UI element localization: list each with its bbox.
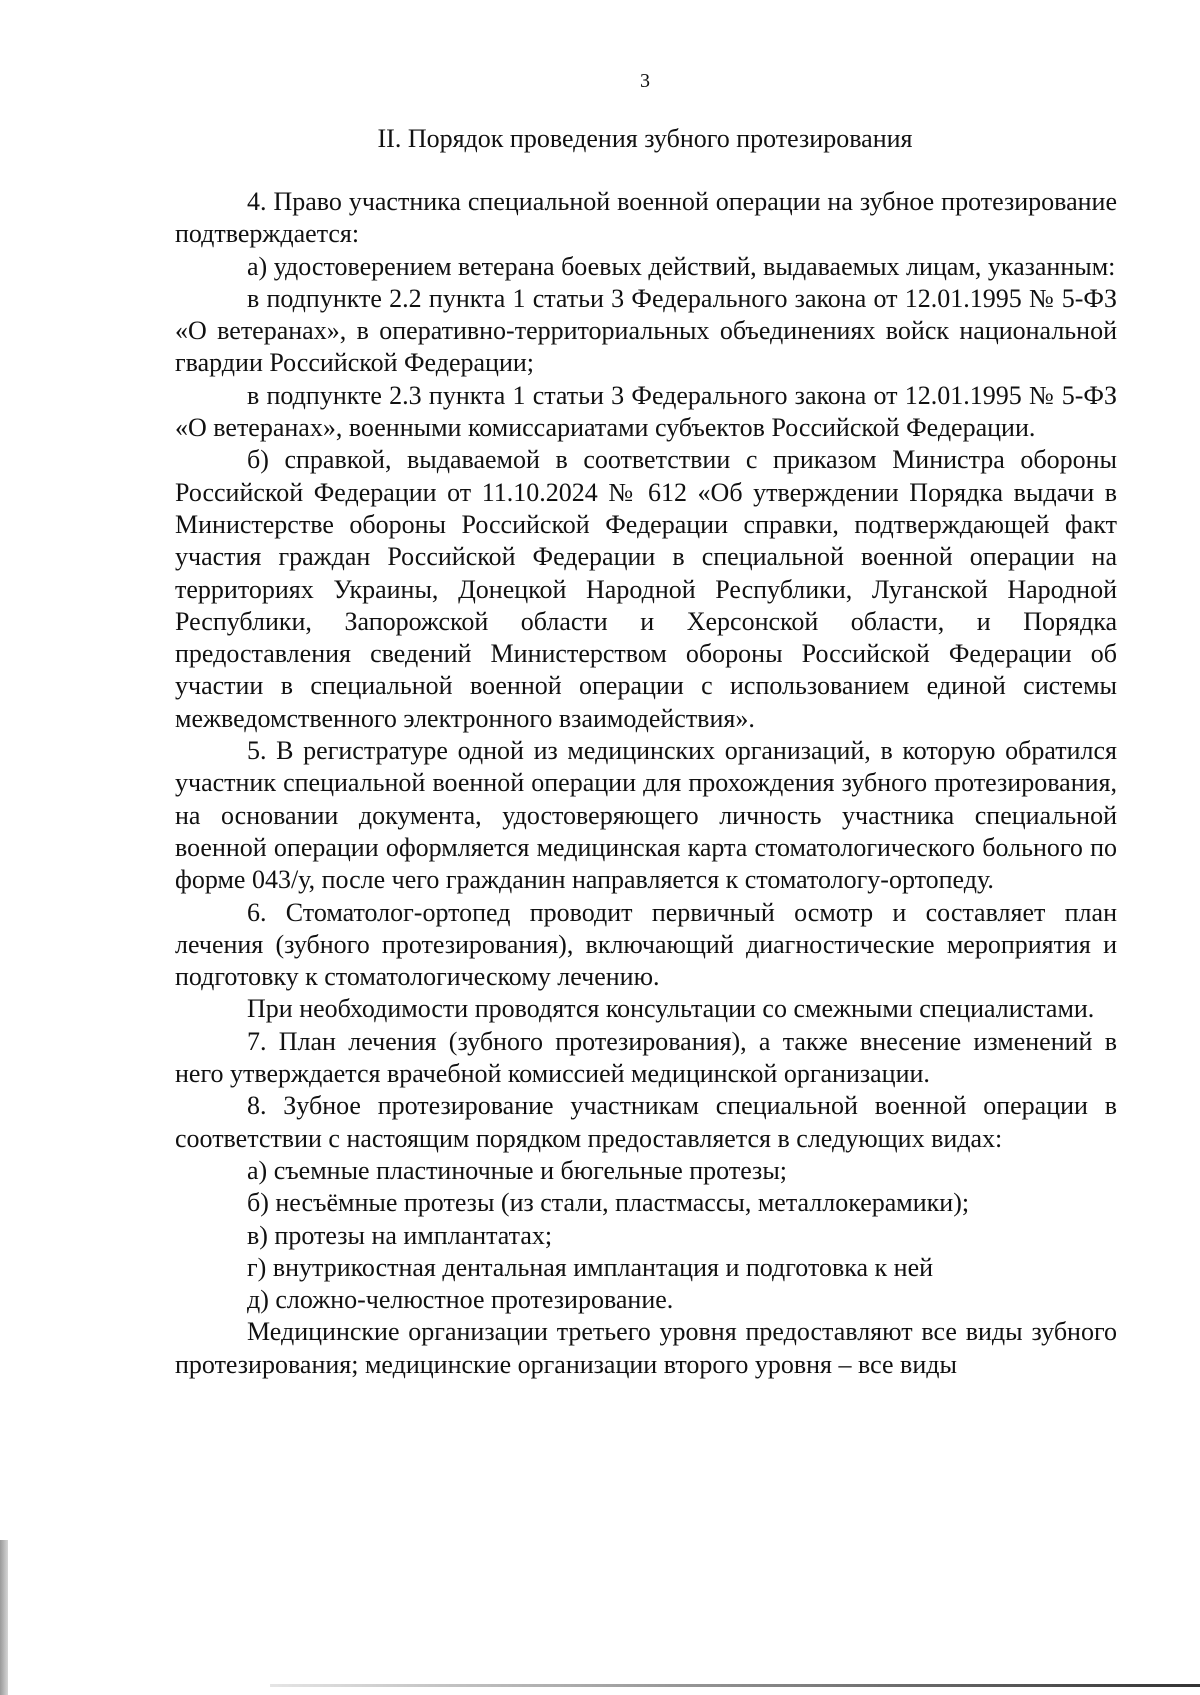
paragraph-6-note: При необходимости проводятся консультации со смежными специалистами. [247,994,1095,1024]
paragraph-6: 6. Стоматолог-ортопед проводит первичный осмотр и составляет план лечения (зубного протезирования), включающий диагностические мероприятия и подготовку к стоматологическому лечению. [175,897,1117,992]
paragraph-4: 4. Право участника специальной военной операции на зубное протезирование подтверждается: [175,187,1117,249]
paragraph-4a-sub1: в подпункте 2.2 пункта 1 статьи 3 Федерального закона от 12.01.1995 № 5-ФЗ «О ветеранах», в оперативно-территориальных объединениях войск национальной гвардии Российской Федерации; [175,283,1117,378]
paragraph-levels: Медицинские организации третьего уровня предоставляют все виды зубного протезирования; медицинские организации второго уровня – все виды [175,1317,1117,1379]
paragraph-4a: а) удостоверением ветерана боевых действий, выдаваемых лицам, указанным: [247,251,1116,281]
paragraph-4a-sub2: в подпункте 2.3 пункта 1 статьи 3 Федерального закона от 12.01.1995 № 5-ФЗ «О ветеранах», военными комиссариатами субъектов Российской Федерации. [175,380,1117,443]
section-title: II. Порядок проведения зубного протезирования [377,124,913,153]
document-body [175,186,1117,1381]
list-item-g: г) внутрикостная дентальная имплантация и подготовка к ней [247,1252,934,1282]
paragraph-7: 7. План лечения (зубного протезирования), а также внесение изменений в него утверждается врачебной комиссией медицинской организации. [175,1026,1117,1089]
scan-edge-shadow [0,1540,8,1695]
list-item-v: в) протезы на имплантатах; [247,1220,553,1250]
paragraph-8: 8. Зубное протезирование участникам специальной военной операции в соответствии с настоящим порядком предоставляется в следующих видах: [175,1091,1117,1153]
scan-bottom-line [270,1684,1200,1687]
page-number: 3 [640,70,650,92]
paragraph-4b: б) справкой, выдаваемой в соответствии с приказом Министра обороны Российской Федерации от 11.10.2024 № 612 «Об утверждении Порядка выдачи в Министерстве обороны Российской Федерации справки, подтверждающей факт участия граждан Российской Федерации в специальной военной операции на территориях Украины, Донецкой Народной Республики, Луганской Народной Республики, Запорожской области и Херсонской области, и Порядка предоставления сведений Министерством обороны Российской Федерации об участии в специальной военной операции с использованием единой системы межведомственного электронного взаимодействия». [175,445,1117,733]
paragraph-5: 5. В регистратуре одной из медицинских организаций, в которую обратился участник специальной военной операции для прохождения зубного протезирования, на основании документа, удостоверяющего личность участника специальной военной операции оформляется медицинская карта стоматологического больного по форме 043/у, после чего гражданин направляется к стоматологу-ортопеду. [175,736,1117,895]
list-item-b: б) несъёмные протезы (из стали, пластмассы, металлокерамики); [247,1188,970,1218]
list-item-d: д) сложно-челюстное протезирование. [247,1285,674,1315]
list-item-a: а) съемные пластиночные и бюгельные протезы; [247,1155,788,1185]
